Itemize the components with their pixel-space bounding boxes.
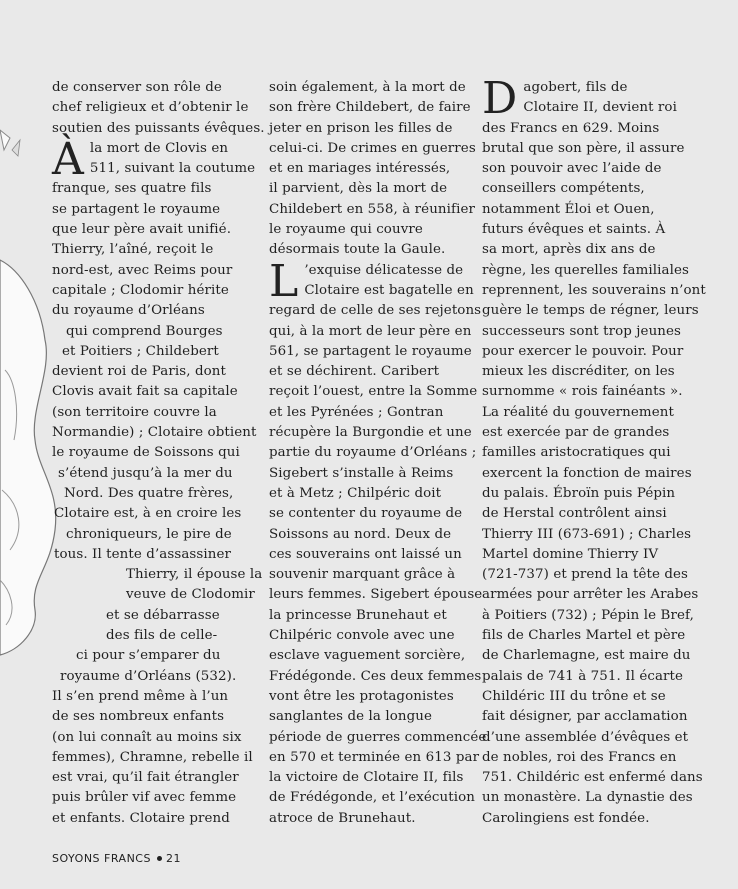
text-line: Childebert en 558, à réunifier bbox=[269, 201, 476, 217]
text-line: de conserver son rôle de bbox=[52, 80, 222, 95]
text-line: et Poitiers ; Childebert bbox=[62, 343, 219, 359]
text-line: et se débarrasse bbox=[106, 607, 220, 623]
text-line: surnomme « rois fainéants ». bbox=[482, 384, 683, 400]
text-line: chef religieux et d’obtenir le bbox=[52, 100, 249, 116]
text-line: royaume d’Orléans (532). bbox=[60, 668, 237, 684]
text-line: de Charlemagne, est maire du bbox=[482, 648, 691, 664]
text-line: se contenter du royaume de bbox=[269, 506, 463, 522]
text-line: puis brûler vif avec femme bbox=[52, 790, 237, 806]
text-line: la mort de Clovis en bbox=[89, 140, 229, 156]
text-line: que leur père avait unifié. bbox=[52, 222, 232, 238]
text-line: la victoire de Clotaire II, fils bbox=[269, 770, 464, 786]
text-line: d’une assemblée d’évêques et bbox=[482, 729, 689, 745]
text-line: Thierry, il épouse la bbox=[126, 567, 263, 583]
text-line: (on lui connaît au moins six bbox=[52, 729, 242, 745]
text-line: femmes), Chramne, rebelle il bbox=[52, 749, 253, 765]
page-number: 21 bbox=[165, 852, 181, 865]
text-line: le royaume de Soissons qui bbox=[52, 445, 240, 461]
text-line: de nobles, roi des Francs en bbox=[482, 749, 677, 765]
text-line: chroniqueurs, le pire de bbox=[66, 526, 232, 542]
text-line: familles aristocratiques qui bbox=[482, 445, 671, 461]
text-line: palais de 741 à 751. Il écarte bbox=[482, 668, 684, 684]
text-line: des fils de celle- bbox=[106, 628, 218, 644]
text-line: et en mariages intéressés, bbox=[269, 161, 451, 177]
text-line: franque, ses quatre fils bbox=[52, 181, 212, 197]
text-line: et les Pyrénées ; Gontran bbox=[269, 404, 444, 420]
text-line: tous. Il tente d’assassiner bbox=[54, 546, 231, 562]
text-line: jeter en prison les filles de bbox=[269, 120, 453, 136]
text-line: s’étend jusqu’à la mer du bbox=[58, 465, 233, 481]
text-line: et se déchirent. Caribert bbox=[269, 364, 440, 380]
text-line: vont être les protagonistes bbox=[269, 688, 454, 704]
text-line: désormais toute la Gaule. bbox=[269, 242, 446, 258]
text-line: regard de celle de ses rejetons bbox=[269, 303, 482, 319]
text-line: exercent la fonction de maires bbox=[482, 465, 692, 481]
text-column-3 bbox=[482, 73, 706, 829]
text-line: son frère Childebert, de faire bbox=[269, 100, 471, 116]
text-line: ces souverains ont laissé un bbox=[269, 546, 462, 562]
text-line: Soissons au nord. Deux de bbox=[269, 526, 452, 542]
running-footer-title: SOYONS FRANCS bbox=[52, 852, 151, 865]
text-line: armées pour arrêter les Arabes bbox=[482, 587, 699, 603]
text-line: des Francs en 629. Moins bbox=[482, 120, 660, 136]
text-line: Clotaire est bagatelle en bbox=[304, 282, 474, 298]
text-line: mieux les discréditer, on les bbox=[482, 364, 675, 380]
text-line: Clovis avait fait sa capitale bbox=[52, 384, 238, 400]
text-line: ci pour s’emparer du bbox=[76, 648, 221, 664]
text-line: Childéric III du trône et se bbox=[482, 688, 666, 704]
text-line: 511, suivant la coutume bbox=[89, 161, 256, 177]
text-line: du palais. Ébroïn puis Pépin bbox=[482, 485, 676, 501]
text-line: de ses nombreux enfants bbox=[52, 709, 225, 725]
text-line: reçoit l’ouest, entre la Somme bbox=[269, 384, 478, 400]
text-line: qui comprend Bourges bbox=[66, 323, 223, 339]
text-line: Carolingiens est fondée. bbox=[482, 810, 650, 826]
text-line: sa mort, après dix ans de bbox=[482, 242, 656, 258]
text-line: brutal que son père, il assure bbox=[482, 140, 685, 156]
text-line: futurs évêques et saints. À bbox=[482, 222, 666, 238]
text-line: Nord. Des quatre frères, bbox=[64, 485, 234, 501]
text-line: de Frédégonde, et l’exécution bbox=[269, 790, 476, 806]
text-line: guère le temps de régner, leurs bbox=[482, 303, 699, 319]
drop-cap: D bbox=[482, 73, 518, 124]
text-line: successeurs sont trop jeunes bbox=[482, 323, 682, 339]
text-line: souvenir marquant grâce à bbox=[269, 567, 456, 583]
text-line: à Poitiers (732) ; Pépin le Bref, bbox=[482, 607, 694, 623]
text-line: et à Metz ; Chilpéric doit bbox=[269, 485, 442, 501]
paragraph bbox=[269, 255, 487, 829]
text-line: leurs femmes. Sigebert épouse bbox=[269, 587, 483, 603]
text-line: Chilpéric convole avec une bbox=[269, 628, 455, 644]
text-line: (721-737) et prend la tête des bbox=[482, 567, 689, 583]
text-line: 561, se partagent le royaume bbox=[269, 343, 472, 359]
text-line: un monastère. La dynastie des bbox=[482, 790, 693, 806]
text-line: soin également, à la mort de bbox=[269, 80, 466, 95]
text-line: Il s’en prend même à l’un bbox=[52, 688, 229, 704]
text-line: celui-ci. De crimes en guerres bbox=[269, 140, 476, 156]
paragraph bbox=[482, 73, 706, 829]
text-line: fils de Charles Martel et père bbox=[482, 628, 686, 644]
text-line: Clotaire II, devient roi bbox=[523, 100, 677, 116]
text-line: 751. Childéric est enfermé dans bbox=[482, 770, 703, 786]
text-line: capitale ; Clodomir hérite bbox=[52, 282, 229, 298]
text-line: il parvient, dès la mort de bbox=[269, 181, 448, 197]
text-line: se partagent le royaume bbox=[52, 201, 221, 217]
text-line: son pouvoir avec l’aide de bbox=[482, 161, 662, 177]
text-line: Sigebert s’installe à Reims bbox=[269, 465, 454, 481]
drop-cap: À bbox=[52, 133, 84, 185]
text-line: Thierry III (673-691) ; Charles bbox=[482, 526, 692, 542]
text-line: est exercée par de grandes bbox=[482, 425, 670, 441]
text-line: récupère la Burgondie et une bbox=[269, 425, 472, 441]
text-line: de Herstal contrôlent ainsi bbox=[482, 506, 667, 522]
text-line: période de guerres commencée bbox=[269, 729, 487, 745]
text-line: conseillers compétents, bbox=[482, 181, 645, 197]
paragraph bbox=[52, 78, 265, 139]
text-line: sanglantes de la longue bbox=[269, 709, 433, 725]
text-line: nord-est, avec Reims pour bbox=[52, 262, 233, 278]
text-line: Thierry, l’aîné, reçoit le bbox=[52, 242, 214, 258]
text-line: fait désigner, par acclamation bbox=[482, 709, 688, 725]
text-line: notamment Éloi et Ouen, bbox=[482, 201, 655, 217]
text-line: soutien des puissants évêques. bbox=[52, 120, 265, 136]
text-line: pour exercer le pouvoir. Pour bbox=[482, 343, 684, 359]
bullet-separator bbox=[157, 856, 162, 861]
text-line: ’exquise délicatesse de bbox=[304, 262, 464, 278]
text-line: est vrai, qu’il fait étrangler bbox=[52, 770, 239, 786]
text-line: La réalité du gouvernement bbox=[482, 404, 674, 420]
text-line: la princesse Brunehaut et bbox=[269, 607, 447, 623]
text-line: Clotaire est, à en croire les bbox=[54, 506, 242, 522]
text-column-1 bbox=[52, 78, 265, 829]
paragraph bbox=[269, 78, 481, 261]
text-line: en 570 et terminée en 613 par bbox=[269, 749, 480, 765]
text-line: atroce de Brunehaut. bbox=[269, 810, 416, 826]
text-line: Frédégonde. Ces deux femmes bbox=[269, 668, 482, 684]
text-line: devient roi de Paris, dont bbox=[52, 364, 226, 380]
drop-cap: L bbox=[269, 255, 299, 307]
text-line: et enfants. Clotaire prend bbox=[52, 810, 230, 826]
text-line: agobert, fils de bbox=[523, 80, 628, 95]
text-line: veuve de Clodomir bbox=[126, 587, 255, 603]
text-line: du royaume d’Orléans bbox=[52, 303, 205, 319]
text-line: le royaume qui couvre bbox=[269, 222, 423, 238]
text-line: Martel domine Thierry IV bbox=[482, 546, 659, 562]
text-column-2 bbox=[269, 78, 487, 829]
text-line: partie du royaume d’Orléans ; bbox=[269, 445, 477, 461]
paragraph bbox=[52, 133, 263, 829]
text-line: qui, à la mort de leur père en bbox=[269, 323, 472, 339]
text-line: (son territoire couvre la bbox=[52, 404, 217, 420]
text-line: Normandie) ; Clotaire obtient bbox=[52, 425, 257, 441]
text-line: esclave vaguement sorcière, bbox=[269, 648, 466, 664]
text-line: reprennent, les souverains n’ont bbox=[482, 282, 706, 298]
text-line: règne, les querelles familiales bbox=[482, 262, 690, 278]
page-footer bbox=[52, 852, 181, 865]
